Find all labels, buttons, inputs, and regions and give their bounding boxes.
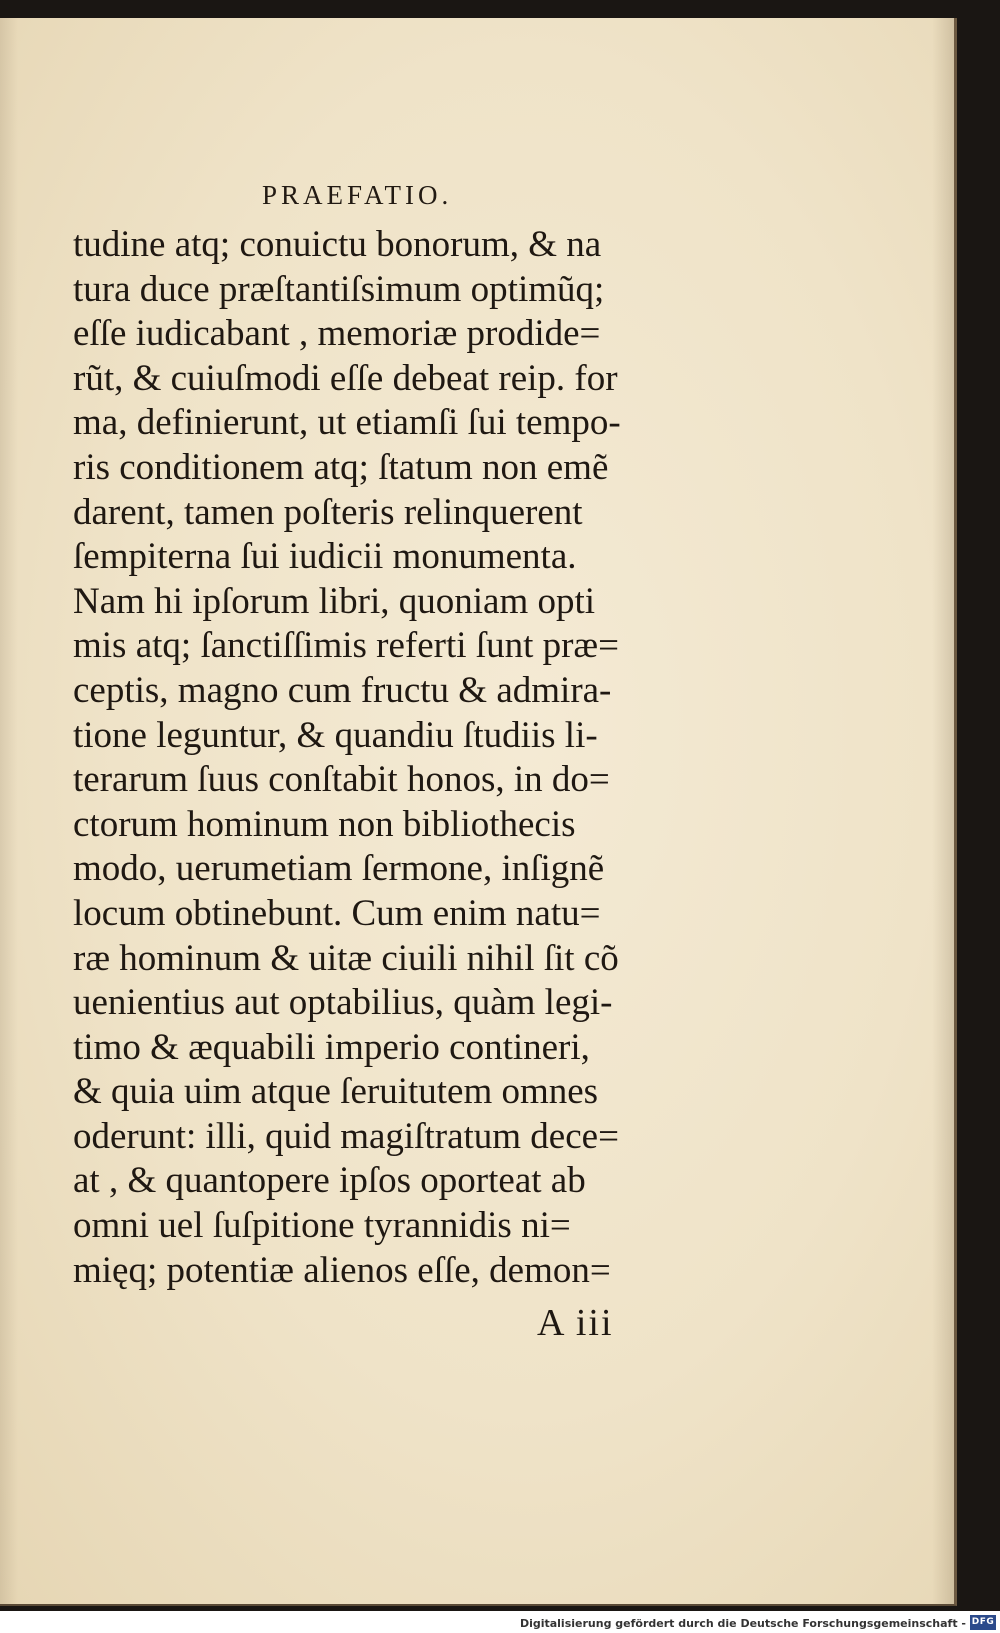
text-line: oderunt: illi, quid magiſtratum dece=	[73, 1115, 619, 1157]
text-line: uenientius aut optabilius, quàm legi-	[73, 982, 613, 1024]
text-line: ris conditionem atq; ſtatum non emẽ	[73, 446, 609, 488]
text-line: mięq; potentiæ alienos eſſe, demon=	[73, 1249, 611, 1291]
text-line: ſempiterna ſui iudicii monumenta.	[73, 536, 577, 578]
body-text	[73, 223, 713, 1293]
text-line: tudine atq; conuictu bonorum, & na	[73, 224, 602, 265]
text-line: rũt, & cuiuſmodi eſſe debeat reip. for	[73, 357, 618, 399]
text-line: timo & æquabili imperio contineri,	[73, 1026, 590, 1068]
text-line: at , & quantopere ipſos oporteat ab	[73, 1160, 586, 1202]
text-line: ræ hominum & uitæ ciuili nihil ſit cõ	[73, 937, 619, 979]
text-line: terarum ſuus conſtabit honos, in do=	[73, 759, 610, 801]
digitization-footer	[0, 1611, 1000, 1633]
text-line: locum obtinebunt. Cum enim natu=	[73, 892, 601, 934]
running-head: PRAEFATIO.	[262, 180, 453, 210]
text-line: ctorum hominum non bibliothecis	[73, 803, 576, 845]
text-line: mis atq; ſanctiſſimis referti ſunt præ=	[73, 625, 619, 667]
text-line: tione leguntur, & quandiu ſtudiis li-	[73, 714, 598, 756]
book-page	[0, 18, 957, 1606]
text-line: omni uel ſuſpitione tyrannidis ni=	[73, 1205, 571, 1247]
text-line: modo, uerumetiam ſermone, inſignẽ	[73, 848, 605, 890]
text-line: & quia uim atque ſeruitutem omnes	[73, 1071, 599, 1113]
text-line: eſſe iudicabant , memoriæ prodide=	[73, 313, 601, 355]
text-line: Nam hi ipſorum libri, quoniam opti	[73, 580, 596, 622]
text-line: ceptis, magno cum fructu & admira-	[73, 669, 612, 711]
text-line: tura duce præſtantiſsimum optimũq;	[73, 268, 605, 310]
funding-credit: Digitalisierung gefördert durch die Deutsche Forschungsgemeinschaft -	[519, 1617, 966, 1630]
dfg-logo-icon: DFG	[970, 1615, 996, 1630]
text-line: darent, tamen poſteris relinquerent	[73, 491, 583, 533]
text-line: ma, definierunt, ut etiamſi ſui tempo-	[73, 402, 621, 444]
signature-mark: A iii	[537, 1302, 614, 1344]
